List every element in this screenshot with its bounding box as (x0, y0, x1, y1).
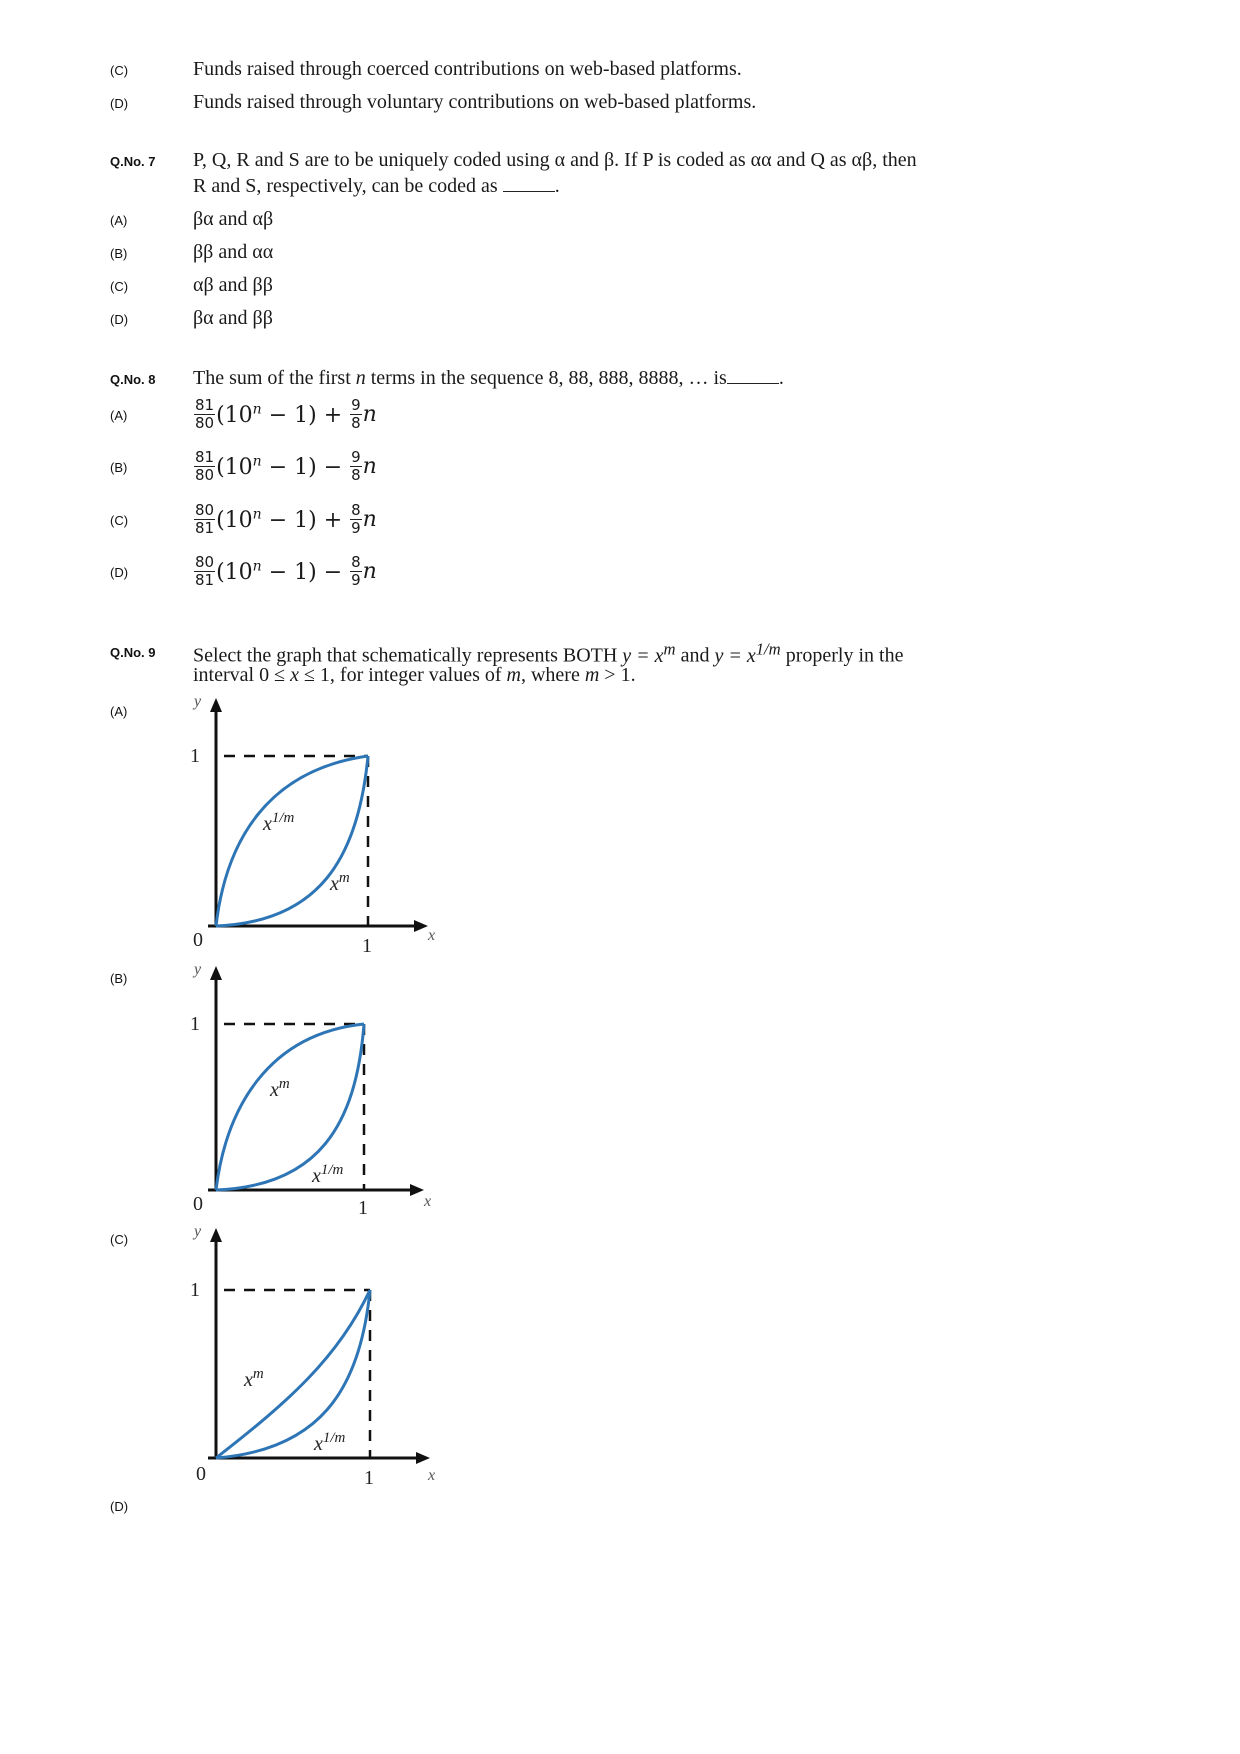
option-label: (D) (110, 1499, 129, 1514)
text-part: properly in the (780, 644, 904, 667)
y-one-label: 1 (190, 745, 200, 767)
numerator: 8 (351, 553, 361, 571)
option-text: ββ and αα (193, 241, 274, 263)
origin-label: 0 (196, 1463, 206, 1485)
base: (10 (216, 559, 253, 585)
close: − 1) (261, 507, 317, 533)
option-label: (C) (110, 1232, 129, 1247)
option-label: (D) (110, 96, 129, 111)
denominator: 80 (195, 414, 215, 432)
var: m (584, 664, 600, 686)
denominator: 81 (195, 519, 215, 537)
option-text: αβ and ββ (193, 274, 273, 296)
coef-fraction (194, 502, 215, 537)
term-fraction (350, 554, 362, 589)
question-text-part: terms in the sequence 8, 88, 888, 8888, … is (365, 367, 727, 389)
base: (10 (216, 454, 253, 480)
math (714, 639, 781, 667)
option-text: βα and ββ (193, 307, 273, 329)
option-text: Funds raised through coerced contributions on web-based platforms. (193, 58, 742, 80)
formula-d (193, 554, 377, 589)
variable: n (362, 507, 377, 532)
exponent: n (252, 401, 262, 418)
curve-upper-label: $x^m$ (270, 1076, 290, 1101)
option-label: (A) (110, 408, 128, 423)
text-part: Select the graph that schematically represents BOTH (193, 644, 623, 667)
graph-a (178, 690, 458, 960)
text-part: and (675, 644, 715, 667)
power-term (216, 455, 349, 480)
question-var: n (355, 367, 366, 389)
curve-lower-label: $x^{1/m}$ (314, 1430, 346, 1455)
option-label: (A) (110, 213, 128, 228)
variable: n (362, 559, 377, 584)
curve-upper (216, 1290, 370, 1458)
x-axis-label: x (424, 1193, 432, 1210)
power-term (216, 508, 349, 533)
y-axis-label: y (194, 961, 202, 978)
text-part: > 1. (599, 664, 636, 686)
x-one-label: 1 (364, 1467, 374, 1489)
question-text: R and S, respectively, can be coded as (193, 175, 498, 197)
variable: n (362, 454, 377, 479)
curve-upper (216, 756, 368, 926)
origin-label: 0 (193, 929, 203, 951)
denominator: 8 (351, 466, 361, 484)
formula-a (193, 397, 377, 432)
text-part: , where (520, 664, 585, 686)
var: x (290, 664, 299, 686)
answer-blank (503, 173, 555, 192)
denominator: 80 (195, 466, 215, 484)
eq: y = x (714, 644, 756, 667)
answer-blank (727, 365, 779, 384)
denominator: 9 (351, 571, 361, 589)
var: m (506, 664, 521, 686)
numerator: 9 (351, 396, 361, 414)
option-text: Funds raised through voluntary contributions on web-based platforms. (193, 91, 757, 113)
exponent: n (252, 558, 262, 575)
denominator: 9 (351, 519, 361, 537)
question-text-part: The sum of the first (193, 367, 356, 389)
operator: + (316, 507, 350, 533)
numerator: 80 (195, 501, 215, 519)
coef-fraction (194, 449, 215, 484)
x-axis-arrow (414, 920, 428, 932)
formula-c (193, 502, 377, 537)
y-axis-arrow (210, 966, 222, 980)
y-axis-label: y (194, 693, 202, 710)
option-label: (C) (110, 279, 129, 294)
power-term (216, 560, 349, 585)
curve-lower-label: $x^{1/m}$ (312, 1162, 344, 1187)
option-label: (B) (110, 460, 128, 475)
graph-b (178, 958, 458, 1220)
close: − 1) (261, 454, 317, 480)
question-number: Q.No. 8 (110, 372, 156, 387)
coef-fraction (194, 554, 215, 589)
base: (10 (216, 402, 253, 428)
x-one-label: 1 (362, 935, 372, 957)
power-term (216, 403, 349, 428)
y-one-label: 1 (190, 1279, 200, 1301)
term-fraction (350, 397, 362, 432)
numerator: 81 (195, 448, 215, 466)
exponent: n (252, 453, 262, 470)
close: − 1) (261, 559, 317, 585)
question-number: Q.No. 9 (110, 645, 156, 660)
exponent: n (252, 506, 262, 523)
curve-lower-label: $x^m$ (330, 870, 350, 895)
question-text-line2 (193, 662, 636, 688)
exp: m (663, 639, 676, 658)
y-one-label: 1 (190, 1013, 200, 1035)
curve-upper-label: $x^{1/m}$ (263, 810, 295, 835)
option-label: (B) (110, 971, 128, 986)
x-axis-arrow (416, 1452, 430, 1464)
coef-fraction (194, 397, 215, 432)
option-text: βα and αβ (193, 208, 274, 230)
term-fraction (350, 502, 362, 537)
y-axis-arrow (210, 698, 222, 712)
question-end: . (778, 367, 784, 389)
question-number: Q.No. 7 (110, 154, 156, 169)
eq: y = x (622, 644, 664, 667)
curve-upper-label: $x^m$ (244, 1366, 264, 1391)
base: (10 (216, 507, 253, 533)
x-one-label: 1 (358, 1197, 368, 1219)
operator: − (316, 454, 350, 480)
numerator: 81 (195, 396, 215, 414)
option-label: (C) (110, 513, 129, 528)
y-axis-label: y (194, 1223, 202, 1240)
numerator: 9 (351, 448, 361, 466)
question-text-line1: P, Q, R and S are to be uniquely coded using α and β. If P is coded as αα and Q as αβ, then (193, 149, 917, 171)
operator: + (316, 402, 350, 428)
operator: − (316, 559, 350, 585)
variable: n (362, 402, 377, 427)
y-axis-arrow (210, 1228, 222, 1242)
x-axis-label: x (428, 927, 436, 944)
term-fraction (350, 449, 362, 484)
text-part: interval 0 ≤ (193, 664, 291, 686)
denominator: 8 (351, 414, 361, 432)
option-label: (D) (110, 312, 129, 327)
close: − 1) (261, 402, 317, 428)
formula-b (193, 449, 377, 484)
question-text (193, 365, 784, 391)
x-axis-label: x (428, 1467, 436, 1484)
curve-lower (216, 1290, 370, 1458)
exp: 1/m (755, 639, 781, 658)
option-label: (A) (110, 704, 128, 719)
origin-label: 0 (193, 1193, 203, 1215)
numerator: 8 (351, 501, 361, 519)
question-end: . (554, 175, 560, 197)
numerator: 80 (195, 553, 215, 571)
option-label: (D) (110, 565, 129, 580)
graph-c (178, 1220, 458, 1490)
x-axis-arrow (410, 1184, 424, 1196)
text-part: ≤ 1, for integer values of (298, 664, 507, 686)
option-label: (B) (110, 246, 128, 261)
option-label: (C) (110, 63, 129, 78)
question-text-line2 (193, 173, 560, 199)
denominator: 81 (195, 571, 215, 589)
